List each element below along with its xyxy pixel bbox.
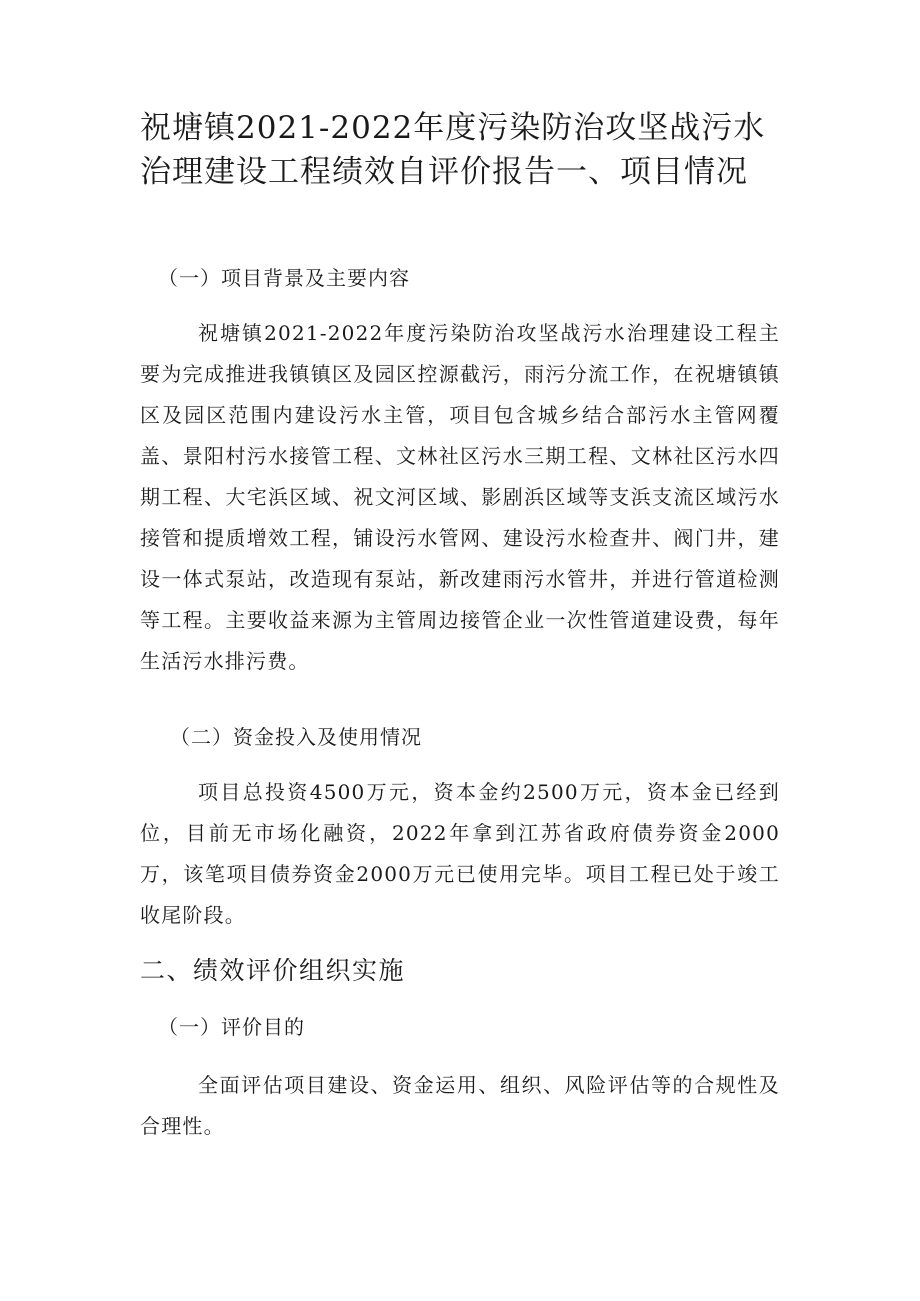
paragraph-project-background: 祝塘镇2021-2022年度污染防治攻坚战污水治理建设工程主要为完成推进我镇镇区及园区控源截污，雨污分流工作，在祝塘镇镇区及园区范围内建设污水主管，项目包含城乡结合部污水主管网覆盖、景阳村污水接管工程、文林社区污水三期工程、文林社区污水四期工程、大宅浜区域、祝文河区域、影剧浜区域等支浜支流区域污水接管和提质增效工程，铺设污水管网、建设污水检查井、阀门井，建设一体式泵站，改造现有泵站，新改建雨污水管井，并进行管道检测等工程。主要收益来源为主管周边接管企业一次性管道建设费，每年生活污水排污费。 [140,321,780,673]
subheading-funding: （二）资金投入及使用情况 [170,725,422,749]
paragraph-evaluation-purpose: 全面评估项目建设、资金运用、组织、风险评估等的合规性及合理性。 [140,1073,780,1138]
document-title: 祝塘镇2021-2022年度污染防治攻坚战污水治理建设工程绩效自评价报告一、项目情况 [140,110,766,190]
paragraph-funding: 项目总投资4500万元，资本金约2500万元，资本金已经到位，目前无市场化融资，2022年拿到江苏省政府债券资金2000万，该笔项目债券资金2000万元已使用完毕。项目工程已处于竣工收尾阶段。 [140,780,780,927]
subheading-evaluation-purpose: （一）评价目的 [158,1015,305,1039]
section-heading-evaluation: 二、绩效评价组织实施 [140,956,406,985]
subheading-project-background: （一）项目背景及主要内容 [158,266,410,290]
